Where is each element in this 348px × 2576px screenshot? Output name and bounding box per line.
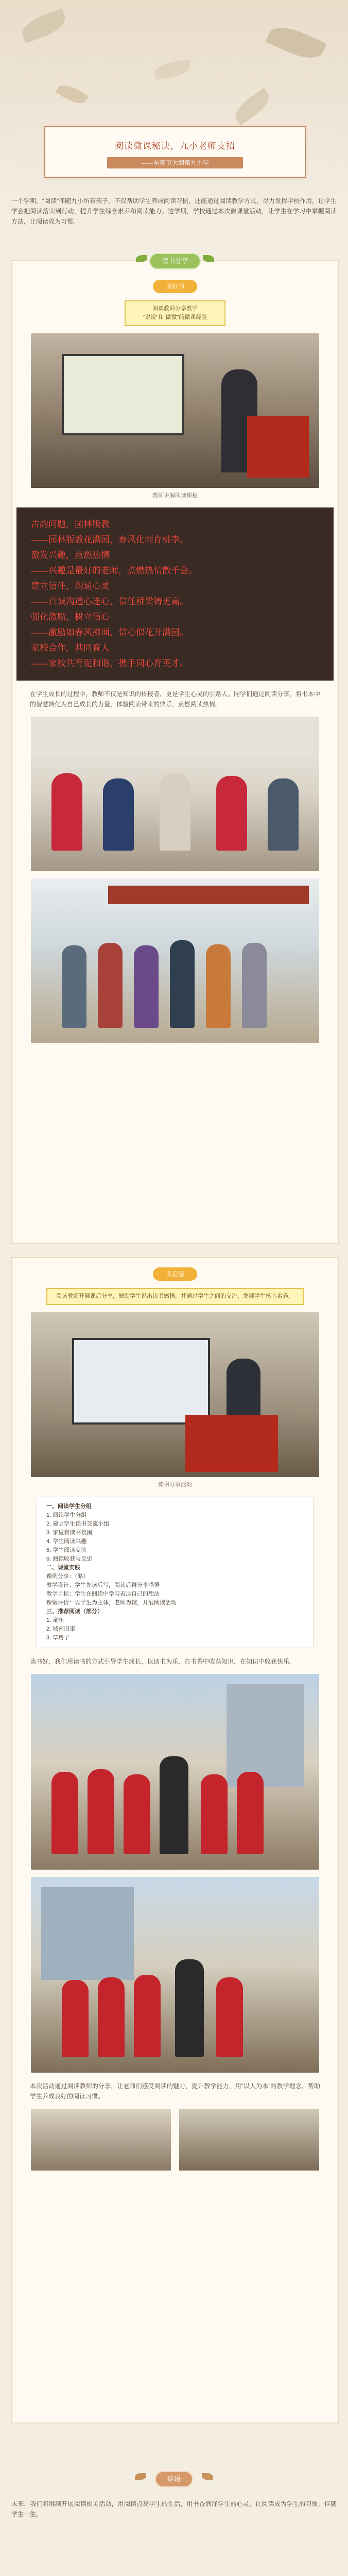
conclusion-text: 未来，我们将继续开展阅读相关活动，用阅读点亮学生的生活，用书香润泽学生的心灵，让阅读成为学生的习惯，伴随学生一生。 bbox=[11, 2500, 337, 2518]
notes-line: 1. 童年 bbox=[46, 1617, 64, 1623]
sprig-icon bbox=[202, 2473, 213, 2480]
person-figure bbox=[134, 945, 159, 1028]
photo-students-outdoor-1 bbox=[31, 1674, 319, 1870]
leaf-decoration bbox=[230, 88, 274, 126]
student-figure bbox=[216, 776, 247, 851]
section-heading bbox=[139, 250, 211, 270]
poem-line: ——园林版教花满园，春风化雨育桃李。 bbox=[31, 535, 188, 545]
notes-line: 1. 阅读学生分组 bbox=[46, 1512, 87, 1518]
photo-caption: 读书分享活动 bbox=[158, 1482, 192, 1488]
photo-classroom-2 bbox=[179, 2109, 319, 2171]
student-figure bbox=[268, 778, 299, 851]
notes-line: 5. 学生阅读交流 bbox=[46, 1547, 87, 1553]
sprig-icon bbox=[136, 255, 147, 262]
photo-students-reading bbox=[31, 717, 319, 871]
sprig-icon bbox=[203, 255, 214, 262]
notes-line: 课例分享：（略） bbox=[46, 1573, 89, 1580]
notes-line: 3. 家里有读书氛围 bbox=[46, 1530, 93, 1536]
photo-teacher-lecture bbox=[31, 333, 319, 488]
photo-classroom-1 bbox=[31, 2109, 171, 2171]
section-badge: 读后感 bbox=[153, 1267, 197, 1281]
student-figure bbox=[51, 1772, 78, 1854]
notes-line: 2. 建立学生读书交流小组 bbox=[46, 1521, 110, 1527]
poem-block bbox=[16, 507, 334, 681]
notes-box bbox=[37, 1497, 314, 1648]
poem-line: ——兴趣是最好的老师，点燃热情散千金。 bbox=[31, 566, 197, 575]
poem-line: 建立信任，沟通心灵 bbox=[31, 581, 110, 591]
person-figure bbox=[98, 943, 123, 1028]
student-figure bbox=[134, 1975, 161, 2057]
sprig-icon bbox=[135, 2473, 146, 2480]
student-figure bbox=[160, 773, 190, 851]
podium bbox=[247, 416, 309, 478]
hero-banner bbox=[0, 0, 348, 216]
title-card bbox=[44, 126, 306, 178]
student-figure bbox=[88, 1769, 114, 1854]
teacher-figure bbox=[175, 1959, 204, 2057]
student-figure bbox=[98, 1977, 125, 2057]
photo-teacher-presentation bbox=[31, 1312, 319, 1477]
section-heading-label: 结语 bbox=[155, 2471, 193, 2487]
section-reading-share bbox=[11, 257, 339, 1244]
student-figure bbox=[103, 778, 134, 851]
photo-students-outdoor-2 bbox=[31, 1877, 319, 2073]
person-figure bbox=[62, 945, 86, 1028]
notes-line: 教学设计：学生先读后写，阅读后再分享感悟 bbox=[46, 1582, 160, 1588]
building bbox=[227, 1684, 304, 1787]
notes-line: 3. 草房子 bbox=[46, 1635, 70, 1641]
page-subtitle: ——东莞市大朗第九小学 bbox=[107, 157, 243, 168]
section-heading-label: 读书分享 bbox=[149, 253, 201, 269]
poem-line: 强化激励，树立信心 bbox=[31, 612, 110, 622]
leaf-decoration bbox=[19, 8, 69, 43]
callout-box: 阅读教师开展课后分享，鼓励学生说出读书感悟，并通过学生之间的交流，发展学生核心素养。 bbox=[46, 1288, 304, 1305]
section-paragraph: 读书好，我们用读书的方式引导学生成长，以读书为乐，在书香中收获知识，在知识中收获快乐。 bbox=[30, 1658, 296, 1665]
notes-line: 二、课堂实践 bbox=[46, 1565, 80, 1571]
person-figure bbox=[170, 940, 195, 1028]
student-figure bbox=[201, 1774, 228, 1854]
student-figure bbox=[51, 773, 82, 851]
section-conclusion bbox=[0, 2468, 348, 2488]
person-figure bbox=[242, 943, 267, 1028]
leaf-decoration bbox=[56, 81, 89, 108]
notes-line: 课堂评价：以学生为主体，老师为辅，开展阅读活动 bbox=[46, 1600, 177, 1606]
projector-screen bbox=[62, 354, 184, 435]
teacher-figure bbox=[160, 1756, 188, 1854]
section-paragraph: 在学生成长的过程中，教师不仅是知识的传授者，更是学生心灵的引路人。同学们通过阅读分享，将书本中的智慧转化为自己成长的力量，体验阅读带来的快乐，点燃阅读热情。 bbox=[30, 690, 321, 708]
intro-text: 一个学期，“阅读”伴随九小所有孩子，不仅帮助学生养成阅读习惯，还能通过阅读教学方式，尽力发挥学校作用，让学生学会把阅读落实到行动，提升学生综合素养和阅读能力。这学期，学校通过本次微课堂活动，让学生在学习中掌握阅读方法，让阅读成为习惯。 bbox=[11, 197, 337, 225]
poem-line: ——家校共育促和谐，携手同心育英才。 bbox=[31, 658, 188, 668]
wall-sign bbox=[108, 886, 309, 904]
photo-caption: 教师讲解阅读课程 bbox=[152, 493, 198, 499]
leaf-decoration bbox=[265, 20, 326, 65]
student-figure bbox=[62, 1980, 89, 2057]
notes-line: 6. 阅读收获与反思 bbox=[46, 1556, 93, 1562]
podium bbox=[185, 1415, 278, 1472]
leaf-decoration bbox=[153, 59, 191, 79]
photo-row bbox=[31, 2109, 319, 2171]
person-figure bbox=[206, 944, 231, 1028]
poem-line: 家校合作，共同育人 bbox=[31, 643, 110, 653]
poem-line: ——激励如春风拂面，信心似花开满园。 bbox=[31, 628, 188, 637]
section-badge: 读好书 bbox=[153, 280, 197, 293]
photo-group-library bbox=[31, 878, 319, 1043]
notes-line: 三、推荐阅读（部分） bbox=[46, 1608, 103, 1615]
student-figure bbox=[237, 1772, 264, 1854]
projector-screen bbox=[72, 1338, 210, 1425]
bookshelf bbox=[31, 717, 319, 758]
building bbox=[41, 1887, 134, 1980]
page-title: 阅读微课秘诀，九小老师支招 bbox=[115, 141, 235, 151]
notes-line: 教学目标：学生在阅读中学习表达自己的想法 bbox=[46, 1591, 160, 1597]
poem-line: ——真诚沟通心连心，信任桥梁铸更高。 bbox=[31, 597, 188, 606]
section-heading bbox=[138, 2468, 210, 2488]
section-reflection bbox=[11, 1257, 339, 2424]
student-figure bbox=[124, 1774, 150, 1854]
callout-box: 阅读教师分享教学 “说说”和“做做”的微课经验 bbox=[125, 300, 225, 326]
student-figure bbox=[216, 1977, 243, 2057]
section-paragraph: 本次活动通过阅读教师的分享，让老师们感受阅读的魅力，提升教学能力，用“以人为本”的教学理念，帮助学生养成良好的阅读习惯。 bbox=[30, 2082, 320, 2100]
notes-line: 一、阅读学生分组 bbox=[46, 1503, 92, 1510]
poem-line: 古韵问题，园林版教 bbox=[31, 519, 110, 529]
notes-line: 2. 城南旧事 bbox=[46, 1626, 76, 1632]
notes-line: 4. 学生阅读兴趣 bbox=[46, 1538, 87, 1545]
poem-line: 激发兴趣，点燃热情 bbox=[31, 550, 110, 560]
